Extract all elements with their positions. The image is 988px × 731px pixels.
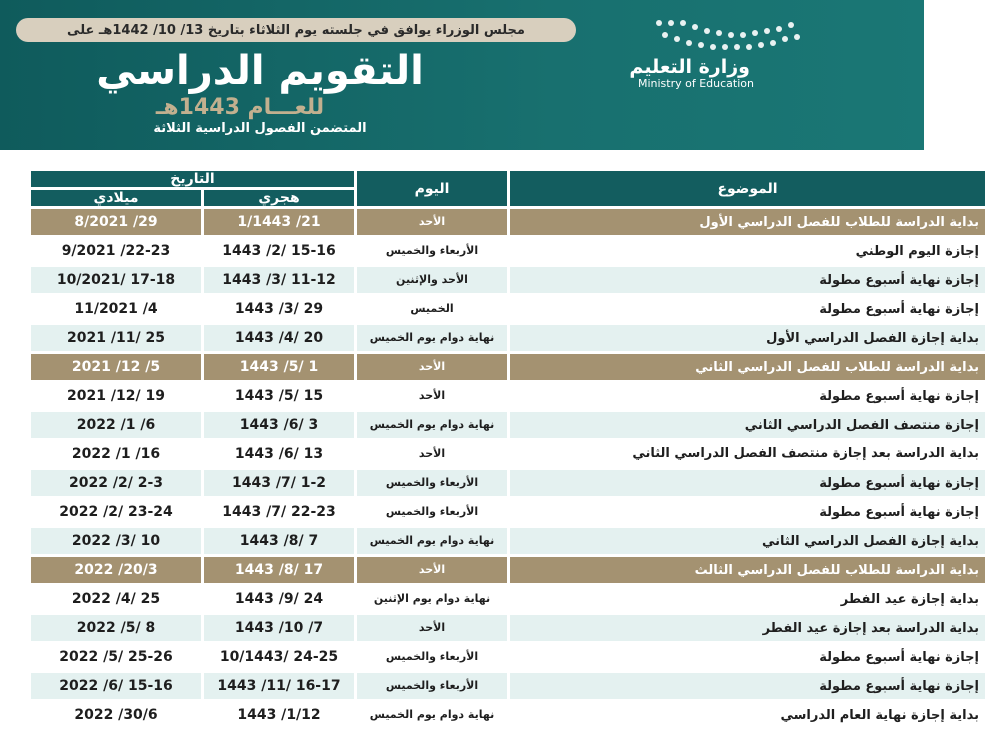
header-date: التاريخ bbox=[31, 171, 354, 187]
cell-topic: إجازة نهاية أسبوع مطولة bbox=[510, 267, 985, 293]
table-row bbox=[31, 470, 985, 496]
council-notice: مجلس الوزراء يوافق في جلسته يوم الثلاثاء بتاريخ 13/ 10/ 1442هـ على bbox=[16, 18, 576, 42]
cell-gregorian: 25 /11/ 2021 bbox=[31, 325, 201, 351]
cell-day: نهاية دوام يوم الخميس bbox=[357, 325, 507, 351]
cell-hijri: 21/ 1/1443 bbox=[204, 209, 354, 235]
table-row bbox=[31, 383, 985, 409]
cell-day: نهاية دوام يوم الخميس bbox=[357, 412, 507, 438]
cell-topic: بداية الدراسة بعد إجازة عيد الفطر bbox=[510, 615, 985, 641]
cell-gregorian: 19 /12/ 2021 bbox=[31, 383, 201, 409]
terms-note: المتضمن الفصول الدراسية الثلاثة bbox=[153, 121, 367, 136]
calendar-table-container bbox=[28, 168, 979, 731]
cell-hijri: 17 /8/ 1443 bbox=[204, 557, 354, 583]
term-start-row bbox=[31, 354, 985, 380]
cell-day: الأحد bbox=[357, 383, 507, 409]
cell-hijri: 3 /6/ 1443 bbox=[204, 412, 354, 438]
cell-day: الخميس bbox=[357, 296, 507, 322]
cell-hijri: 29 /3/ 1443 bbox=[204, 296, 354, 322]
cell-day: الأحد والإثنين bbox=[357, 267, 507, 293]
cell-gregorian: 17-18 /10/2021 bbox=[31, 267, 201, 293]
academic-year: للعـــام 1443هـ bbox=[155, 95, 325, 120]
cell-hijri: 20 /4/ 1443 bbox=[204, 325, 354, 351]
cell-day: الأحد bbox=[357, 557, 507, 583]
table-row bbox=[31, 325, 985, 351]
cell-gregorian: 29/ 8/2021 bbox=[31, 209, 201, 235]
cell-day: الأربعاء والخميس bbox=[357, 499, 507, 525]
table-row bbox=[31, 412, 985, 438]
cell-day: نهاية دوام يوم الإثنين bbox=[357, 586, 507, 612]
cell-gregorian: 10 /3/ 2022 bbox=[31, 528, 201, 554]
cell-hijri: 15 /5/ 1443 bbox=[204, 383, 354, 409]
cell-hijri: 24-25 /10/1443 bbox=[204, 644, 354, 670]
table-row bbox=[31, 644, 985, 670]
cell-day: الأربعاء والخميس bbox=[357, 238, 507, 264]
cell-gregorian: 23-24 /2/ 2022 bbox=[31, 499, 201, 525]
cell-topic: بداية إجازة عيد الفطر bbox=[510, 586, 985, 612]
cell-topic: بداية إجازة نهاية العام الدراسي bbox=[510, 702, 985, 728]
cell-gregorian: 20/3/ 2022 bbox=[31, 557, 201, 583]
cell-day: الأربعاء والخميس bbox=[357, 673, 507, 699]
table-row bbox=[31, 267, 985, 293]
page-title: التقويم الدراسي bbox=[96, 48, 424, 94]
header-topic: الموضوع bbox=[510, 171, 985, 206]
cell-topic: إجازة منتصف الفصل الدراسي الثاني bbox=[510, 412, 985, 438]
cell-day: نهاية دوام يوم الخميس bbox=[357, 528, 507, 554]
cell-gregorian: 2-3 /2/ 2022 bbox=[31, 470, 201, 496]
cell-topic: بداية الدراسة للطلاب للفصل الدراسي الثالث bbox=[510, 557, 985, 583]
header-day: اليوم bbox=[357, 171, 507, 206]
table-row bbox=[31, 673, 985, 699]
cell-topic: إجازة نهاية أسبوع مطولة bbox=[510, 499, 985, 525]
table-row bbox=[31, 528, 985, 554]
academic-calendar-table bbox=[28, 168, 988, 731]
cell-day: الأربعاء والخميس bbox=[357, 470, 507, 496]
cell-hijri: 22-23 /7/ 1443 bbox=[204, 499, 354, 525]
ministry-name-arabic: وزارة التعليم bbox=[629, 56, 750, 78]
cell-gregorian: 6/ 1/ 2022 bbox=[31, 412, 201, 438]
cell-topic: بداية إجازة الفصل الدراسي الأول bbox=[510, 325, 985, 351]
cell-gregorian: 5/ 12/ 2021 bbox=[31, 354, 201, 380]
term-start-row bbox=[31, 557, 985, 583]
cell-gregorian: 8 /5/ 2022 bbox=[31, 615, 201, 641]
table-row bbox=[31, 615, 985, 641]
cell-topic: إجازة نهاية أسبوع مطولة bbox=[510, 644, 985, 670]
cell-gregorian: 4/ 11/2021 bbox=[31, 296, 201, 322]
table-body bbox=[31, 209, 985, 728]
cell-hijri: 16-17 /11/ 1443 bbox=[204, 673, 354, 699]
cell-topic: بداية الدراسة بعد إجازة منتصف الفصل الدراسي الثاني bbox=[510, 441, 985, 467]
cell-hijri: 1 /5/ 1443 bbox=[204, 354, 354, 380]
table-row bbox=[31, 586, 985, 612]
cell-gregorian: 25-26 /5/ 2022 bbox=[31, 644, 201, 670]
cell-hijri: 7/ 10/ 1443 bbox=[204, 615, 354, 641]
cell-topic: إجازة اليوم الوطني bbox=[510, 238, 985, 264]
cell-gregorian: 25 /4/ 2022 bbox=[31, 586, 201, 612]
header-banner bbox=[0, 0, 924, 150]
header-gregorian: ميلادي bbox=[31, 190, 201, 206]
cell-gregorian: 15-16 /6/ 2022 bbox=[31, 673, 201, 699]
term-start-row bbox=[31, 209, 985, 235]
cell-hijri: 11-12 /3/ 1443 bbox=[204, 267, 354, 293]
cell-topic: بداية إجازة الفصل الدراسي الثاني bbox=[510, 528, 985, 554]
cell-day: نهاية دوام يوم الخميس bbox=[357, 702, 507, 728]
cell-hijri: 7 /8/ 1443 bbox=[204, 528, 354, 554]
cell-hijri: 13 /6/ 1443 bbox=[204, 441, 354, 467]
table-row bbox=[31, 702, 985, 728]
cell-hijri: 1-2 /7/ 1443 bbox=[204, 470, 354, 496]
cell-topic: إجازة نهاية أسبوع مطولة bbox=[510, 383, 985, 409]
cell-gregorian: 30/6/ 2022 bbox=[31, 702, 201, 728]
cell-hijri: 24 /9/ 1443 bbox=[204, 586, 354, 612]
ministry-logo-icon bbox=[656, 18, 806, 52]
cell-hijri: 15-16 /2/ 1443 bbox=[204, 238, 354, 264]
cell-topic: إجازة نهاية أسبوع مطولة bbox=[510, 673, 985, 699]
ministry-name-english: Ministry of Education bbox=[637, 77, 754, 90]
cell-day: الأحد bbox=[357, 354, 507, 380]
header-hijri: هجري bbox=[204, 190, 354, 206]
table-row bbox=[31, 296, 985, 322]
cell-gregorian: 22-23/ 9/2021 bbox=[31, 238, 201, 264]
cell-day: الأحد bbox=[357, 441, 507, 467]
cell-topic: بداية الدراسة للطلاب للفصل الدراسي الثاني bbox=[510, 354, 985, 380]
cell-day: الأحد bbox=[357, 209, 507, 235]
cell-day: الأربعاء والخميس bbox=[357, 644, 507, 670]
table-row bbox=[31, 238, 985, 264]
cell-topic: بداية الدراسة للطلاب للفصل الدراسي الأول bbox=[510, 209, 985, 235]
cell-hijri: 1/12/ 1443 bbox=[204, 702, 354, 728]
cell-topic: إجازة نهاية أسبوع مطولة bbox=[510, 296, 985, 322]
table-row bbox=[31, 499, 985, 525]
cell-day: الأحد bbox=[357, 615, 507, 641]
table-row bbox=[31, 441, 985, 467]
cell-topic: إجازة نهاية أسبوع مطولة bbox=[510, 470, 985, 496]
cell-gregorian: 16/ 1/ 2022 bbox=[31, 441, 201, 467]
